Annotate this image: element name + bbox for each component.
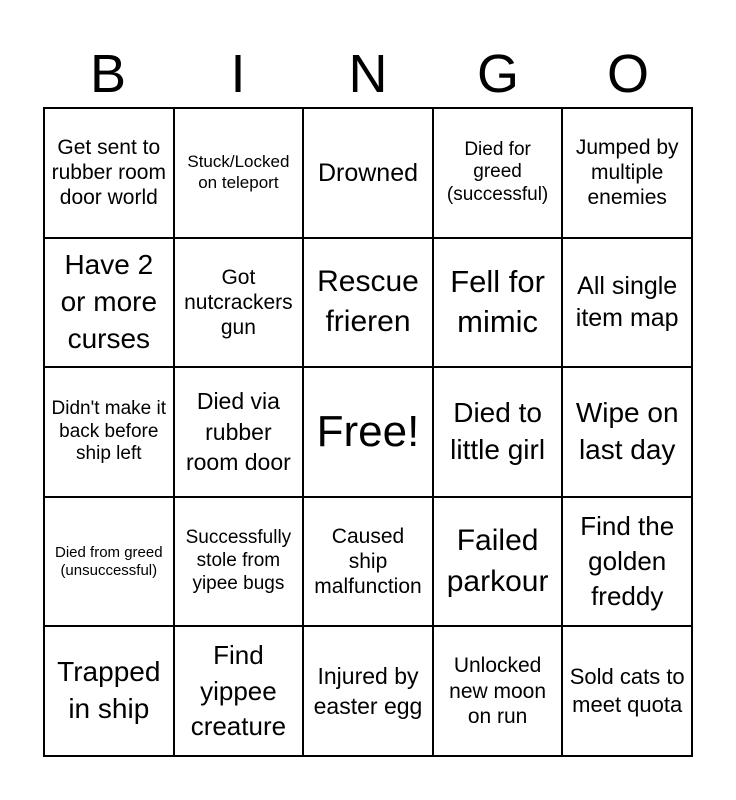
bingo-cell[interactable]	[174, 367, 304, 497]
cell-text: Fell for mimic	[450, 264, 545, 340]
cell-text: Wipe on last day	[575, 397, 679, 465]
bingo-cell-free[interactable]	[303, 367, 433, 497]
cell-text: Failed parkour	[446, 524, 549, 598]
cell-text: All single item map	[575, 271, 679, 333]
cell-text: Have 2 or more curses	[60, 248, 158, 354]
bingo-cell[interactable]	[174, 238, 304, 368]
bingo-cell[interactable]	[433, 238, 563, 368]
bingo-header	[43, 40, 693, 108]
bingo-cell[interactable]	[44, 238, 174, 368]
header-letter-n: N	[348, 44, 388, 104]
bingo-cell[interactable]	[174, 626, 304, 756]
cell-text: Unlocked new moon on run	[449, 654, 547, 728]
bingo-cell[interactable]	[303, 626, 433, 756]
bingo-cell[interactable]	[433, 626, 563, 756]
cell-text: Get sent to rubber room door world	[51, 136, 166, 210]
cell-text: Caused ship malfunction	[314, 524, 422, 599]
bingo-cell[interactable]	[174, 497, 304, 627]
bingo-cell[interactable]	[562, 108, 692, 238]
bingo-cell[interactable]	[174, 108, 304, 238]
bingo-board	[43, 107, 693, 757]
cell-text: Died via rubber room door	[185, 388, 291, 476]
cell-text: Find the golden freddy	[580, 510, 675, 612]
bingo-cell[interactable]	[44, 497, 174, 627]
cell-text: Stuck/Locked on teleport	[187, 152, 290, 192]
bingo-cell[interactable]	[562, 367, 692, 497]
header-letter-b: B	[89, 44, 127, 104]
bingo-cell[interactable]	[44, 367, 174, 497]
cell-text: Rescue frieren	[317, 264, 419, 339]
cell-text: Died from greed (unsuccessful)	[55, 543, 163, 579]
cell-text: Died to little girl	[450, 397, 546, 465]
bingo-cell[interactable]	[433, 367, 563, 497]
cell-text: Injured by easter egg	[313, 662, 423, 720]
bingo-cell[interactable]	[303, 497, 433, 627]
header-letter-o: O	[606, 44, 649, 104]
bingo-cell[interactable]	[433, 497, 563, 627]
bingo-cell[interactable]	[562, 626, 692, 756]
cell-text: Drowned	[317, 158, 419, 187]
bingo-cell[interactable]	[303, 238, 433, 368]
bingo-cell[interactable]	[562, 238, 692, 368]
cell-text: Successfully stole from yipee bugs	[185, 527, 292, 594]
cell-text: Trapped in ship	[57, 656, 161, 725]
bingo-cell[interactable]	[44, 626, 174, 756]
cell-text: Didn't make it back before ship left	[51, 397, 167, 465]
header-letter-i: I	[230, 44, 246, 104]
bingo-cell[interactable]	[44, 108, 174, 238]
free-space-text: Free!	[316, 406, 420, 456]
bingo-cell[interactable]	[562, 497, 692, 627]
cell-text: Got nutcrackers gun	[184, 265, 293, 339]
cell-text: Died for greed (successful)	[446, 138, 549, 206]
cell-text: Find yippee creature	[190, 640, 287, 741]
header-letter-g: G	[476, 44, 519, 104]
cell-text: Sold cats to meet quota	[569, 664, 685, 718]
bingo-cell[interactable]	[433, 108, 563, 238]
cell-text: Jumped by multiple enemies	[575, 136, 679, 210]
bingo-cell[interactable]	[303, 108, 433, 238]
